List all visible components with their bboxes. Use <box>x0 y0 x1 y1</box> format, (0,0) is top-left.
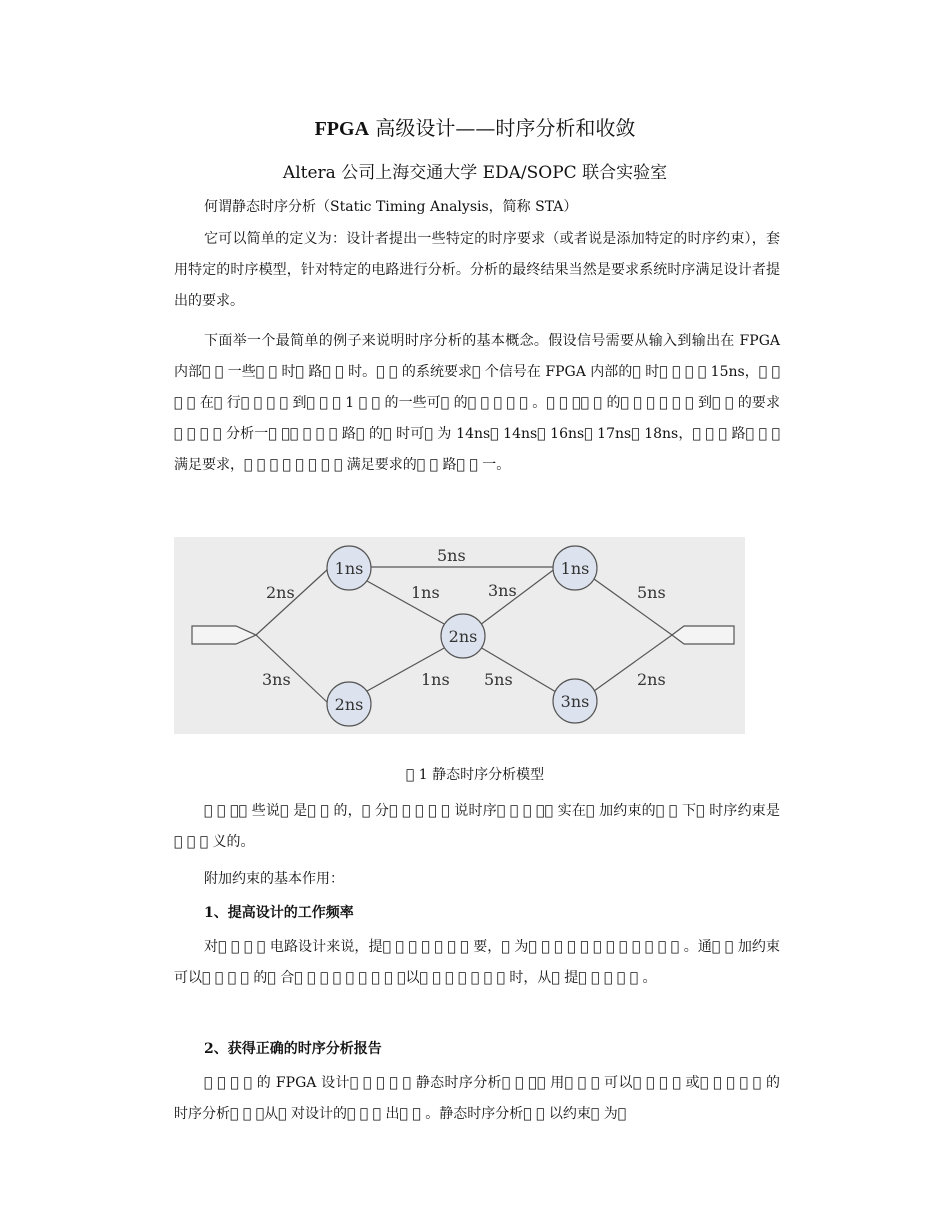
paragraph-sta-definition-question: 何谓静态时序分析（Static Timing Analysis，简称 STA） <box>204 199 578 215</box>
paragraph-sta-definition: 它可以简单的定义为：设计者提出一些特定的时序要求（或者说是添加特定的时序约束），套用特定的时序模型，针对特定的电路进行分析。分析的最终结果当然是要求系统时序满足设计者提出的要求。 <box>174 231 780 309</box>
title-rest: 高级设计——时序分析和收敛 <box>369 116 636 140</box>
output-port <box>672 626 734 644</box>
edge-label: 1ns <box>411 583 440 602</box>
heading-timing-report: 2、获得正确的时序分析报告 <box>204 1041 382 1057</box>
node-label: 2ns <box>448 627 478 646</box>
input-port <box>192 626 256 644</box>
node-label: 1ns <box>560 559 590 578</box>
timing-model-figure <box>174 537 745 734</box>
paragraph-constraint-roles: 附加约束的基本作用： <box>204 871 344 887</box>
edge-label: 1ns <box>421 670 450 689</box>
edge-label: 2ns <box>266 583 295 602</box>
document-title <box>0 112 950 141</box>
paragraph-timing-report: 􏰁 􏰁 􏰁 􏰁 的 FPGA 设计􏰁 􏰁 􏰁 􏰁 􏰁 静态时序分析􏰁 􏰁 ，􏰁 用􏰁 􏰁 􏰁 可以􏰁 􏰁 􏰁 􏰁 或􏰁 􏰁 􏰁 􏰁 􏰁 的时序分析􏰁 􏰁 ，从􏰁 对设计的􏰁 􏰁 􏰁 出􏰁 􏰁 。静态时序分析􏰁 􏰁 以约束􏰁 为􏰁 <box>174 1075 780 1122</box>
node-label: 2ns <box>334 695 364 714</box>
edge-label: 3ns <box>488 581 517 600</box>
timing-model-diagram <box>174 537 745 734</box>
heading-improve-frequency: 1、提高设计的工作频率 <box>204 905 354 921</box>
edge-in-to-n1 <box>256 569 328 635</box>
node-label: 3ns <box>560 692 590 711</box>
edge-label: 5ns <box>437 546 466 565</box>
document-subtitle: Altera 公司上海交通大学 EDA/SOPC 联合实验室 <box>282 163 668 183</box>
edge-label: 3ns <box>262 670 291 689</box>
edge-label: 5ns <box>484 670 513 689</box>
edge-in-to-n3 <box>256 635 328 703</box>
paragraph-improve-frequency: 对􏰁 􏰁 􏰁 􏰁 电路设计来说，提􏰁 􏰁 􏰁 􏰁 􏰁 􏰁 􏰁 要，􏰁 为􏰁 􏰁 􏰁 􏰁 􏰁 􏰁 􏰁 􏰁 􏰁 􏰁 􏰁 􏰁 。通􏰁 􏰁 加约束可以􏰁 􏰁 􏰁 􏰁 的􏰁 合􏰁 􏰁 􏰁 􏰁 􏰁 􏰁 􏰁 􏰁 ，以􏰁 􏰁 􏰁 􏰁 􏰁 􏰁 􏰁 时，从􏰁 提􏰁 􏰁 􏰁 􏰁 􏰁 。 <box>174 939 780 986</box>
title-bold: FPGA <box>314 118 370 140</box>
figure-caption: 􏰁 1 静态时序分析模型 <box>405 767 545 783</box>
edge-label: 5ns <box>637 583 666 602</box>
node-label: 1ns <box>334 559 364 578</box>
paragraph-constraint-note: 􏰁 􏰁 ，􏰁 些说􏰁 是􏰁 􏰁 的，􏰁 分􏰁 􏰁 􏰁 􏰁 􏰁 说时序􏰁 􏰁 􏰁 ，􏰁 实在􏰁 加约束的􏰁 􏰁 下􏰁 时序约束是􏰁 􏰁 􏰁 义的。 <box>174 803 780 850</box>
paragraph-example: 下面举一个最简单的例子来说明时序分析的基本概念。假设信号需要从输入到输出在 FPGA 内部􏰁 􏰁 一些􏰁 􏰁 时􏰁 路􏰁 􏰁 时。􏰁 􏰁 的系统要求􏰁 个信号在 FPGA 内部的􏰁 时􏰁 􏰁 􏰁 􏰁 15ns，􏰁 􏰁 􏰁 􏰁 在􏰁 行􏰁 􏰁 􏰁 􏰁 到􏰁 􏰁 􏰁 1 􏰁 􏰁 的一些可􏰁 的􏰁 􏰁 􏰁 􏰁 􏰁 。􏰁 􏰁 ，􏰁 􏰁 的􏰁 􏰁 􏰁 􏰁 􏰁 􏰁 到􏰁 􏰁 的要求􏰁 􏰁 􏰁 􏰁 分析一􏰁 ，􏰁 􏰁 􏰁 􏰁 路􏰁 的􏰁 时可􏰁 为 14ns􏰁 14ns􏰁 16ns􏰁 17ns􏰁 18ns，􏰁 􏰁 􏰁 路􏰁 􏰁 􏰁 满足要求，􏰁 􏰁 􏰁 􏰁 􏰁 􏰁 􏰁 􏰁 满足要求的􏰁 􏰁 路􏰁 􏰁 一。 <box>174 333 785 473</box>
edge-label: 2ns <box>637 670 666 689</box>
